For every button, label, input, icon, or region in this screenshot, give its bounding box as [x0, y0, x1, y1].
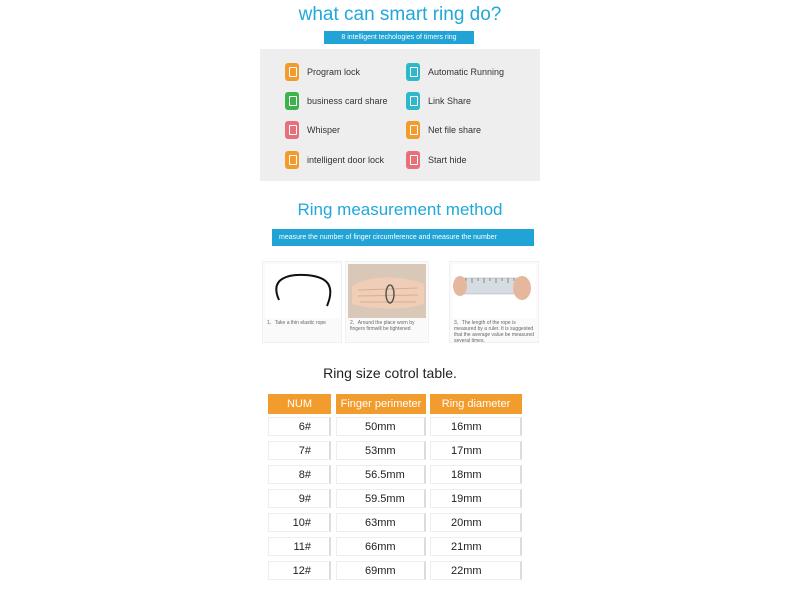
table-cell: 10#: [268, 513, 331, 532]
card-phone-icon: [285, 92, 299, 110]
header-ring-diameter: Ring diameter: [430, 394, 522, 414]
table-cell: 11#: [268, 537, 331, 556]
table-cell: 22mm: [430, 561, 522, 580]
running-phone-icon: [406, 63, 420, 81]
elastic-rope-image: [265, 264, 341, 318]
table-cell: 66mm: [336, 537, 426, 556]
measure-step-3: [449, 261, 539, 343]
feature-label: business card share: [307, 96, 388, 106]
step-caption: 2、Around the place worn by fingers firmwill be tightened: [350, 320, 415, 332]
file-phone-icon: [406, 121, 420, 139]
measure-step-1: [262, 261, 342, 343]
table-cell: 12#: [268, 561, 331, 580]
feature-label: Link Share: [428, 96, 472, 106]
header-num: NUM: [268, 394, 331, 414]
feature-program-lock: [285, 62, 360, 82]
table-cell: 20mm: [430, 513, 522, 532]
lock-phone-icon: [285, 63, 299, 81]
step-caption: 3、The length of the rope is measured by a ruler. It is suggested that the average value be measured several times.: [454, 320, 535, 344]
table-cell: 63mm: [336, 513, 426, 532]
table-cell: 7#: [268, 441, 331, 460]
feature-label: Program lock: [307, 67, 361, 77]
table-cell: 6#: [268, 417, 331, 436]
table-cell: 53mm: [336, 441, 426, 460]
table-cell: 19mm: [430, 489, 522, 508]
whisper-phone-icon: [285, 121, 299, 139]
table-cell: 50mm: [336, 417, 426, 436]
features-title: what can smart ring do?: [298, 4, 502, 25]
size-table-title: Ring size cotrol table.: [323, 365, 457, 381]
link-phone-icon: [406, 92, 420, 110]
door-phone-icon: [285, 151, 299, 169]
step-caption: 1、Take a thin elastic rope: [267, 320, 326, 326]
feature-business-card-share: [285, 91, 388, 111]
table-cell: 59.5mm: [336, 489, 426, 508]
feature-label: intelligent door lock: [307, 155, 385, 165]
table-cell: 9#: [268, 489, 331, 508]
feature-intelligent-door-lock: [285, 150, 384, 170]
feature-label: Start hide: [428, 155, 467, 165]
table-cell: 16mm: [430, 417, 522, 436]
hide-phone-icon: [406, 151, 420, 169]
table-cell: 69mm: [336, 561, 426, 580]
table-cell: 8#: [268, 465, 331, 484]
measurement-title: Ring measurement method: [297, 200, 503, 219]
header-finger-perimeter: Finger perimeter: [336, 394, 426, 414]
table-cell: 17mm: [430, 441, 522, 460]
features-subtitle-banner: 8 intelligent techologies of timers ring: [324, 31, 474, 44]
feature-automatic-running: [406, 62, 504, 82]
feature-start-hide: [406, 150, 467, 170]
feature-link-share: [406, 91, 471, 111]
hand-with-ring-image: [348, 264, 426, 318]
features-panel: [260, 49, 540, 181]
table-cell: 56.5mm: [336, 465, 426, 484]
feature-net-file-share: [406, 120, 481, 140]
feature-whisper: [285, 120, 340, 140]
measurement-subtitle-banner: measure the number of finger circumference and measure the number: [272, 229, 534, 246]
ruler-measure-image: [452, 264, 536, 318]
table-cell: 18mm: [430, 465, 522, 484]
feature-label: Whisper: [307, 125, 341, 135]
table-cell: 21mm: [430, 537, 522, 556]
feature-label: Automatic Running: [428, 67, 505, 77]
measure-step-2: [345, 261, 429, 343]
feature-label: Net file share: [428, 125, 482, 135]
